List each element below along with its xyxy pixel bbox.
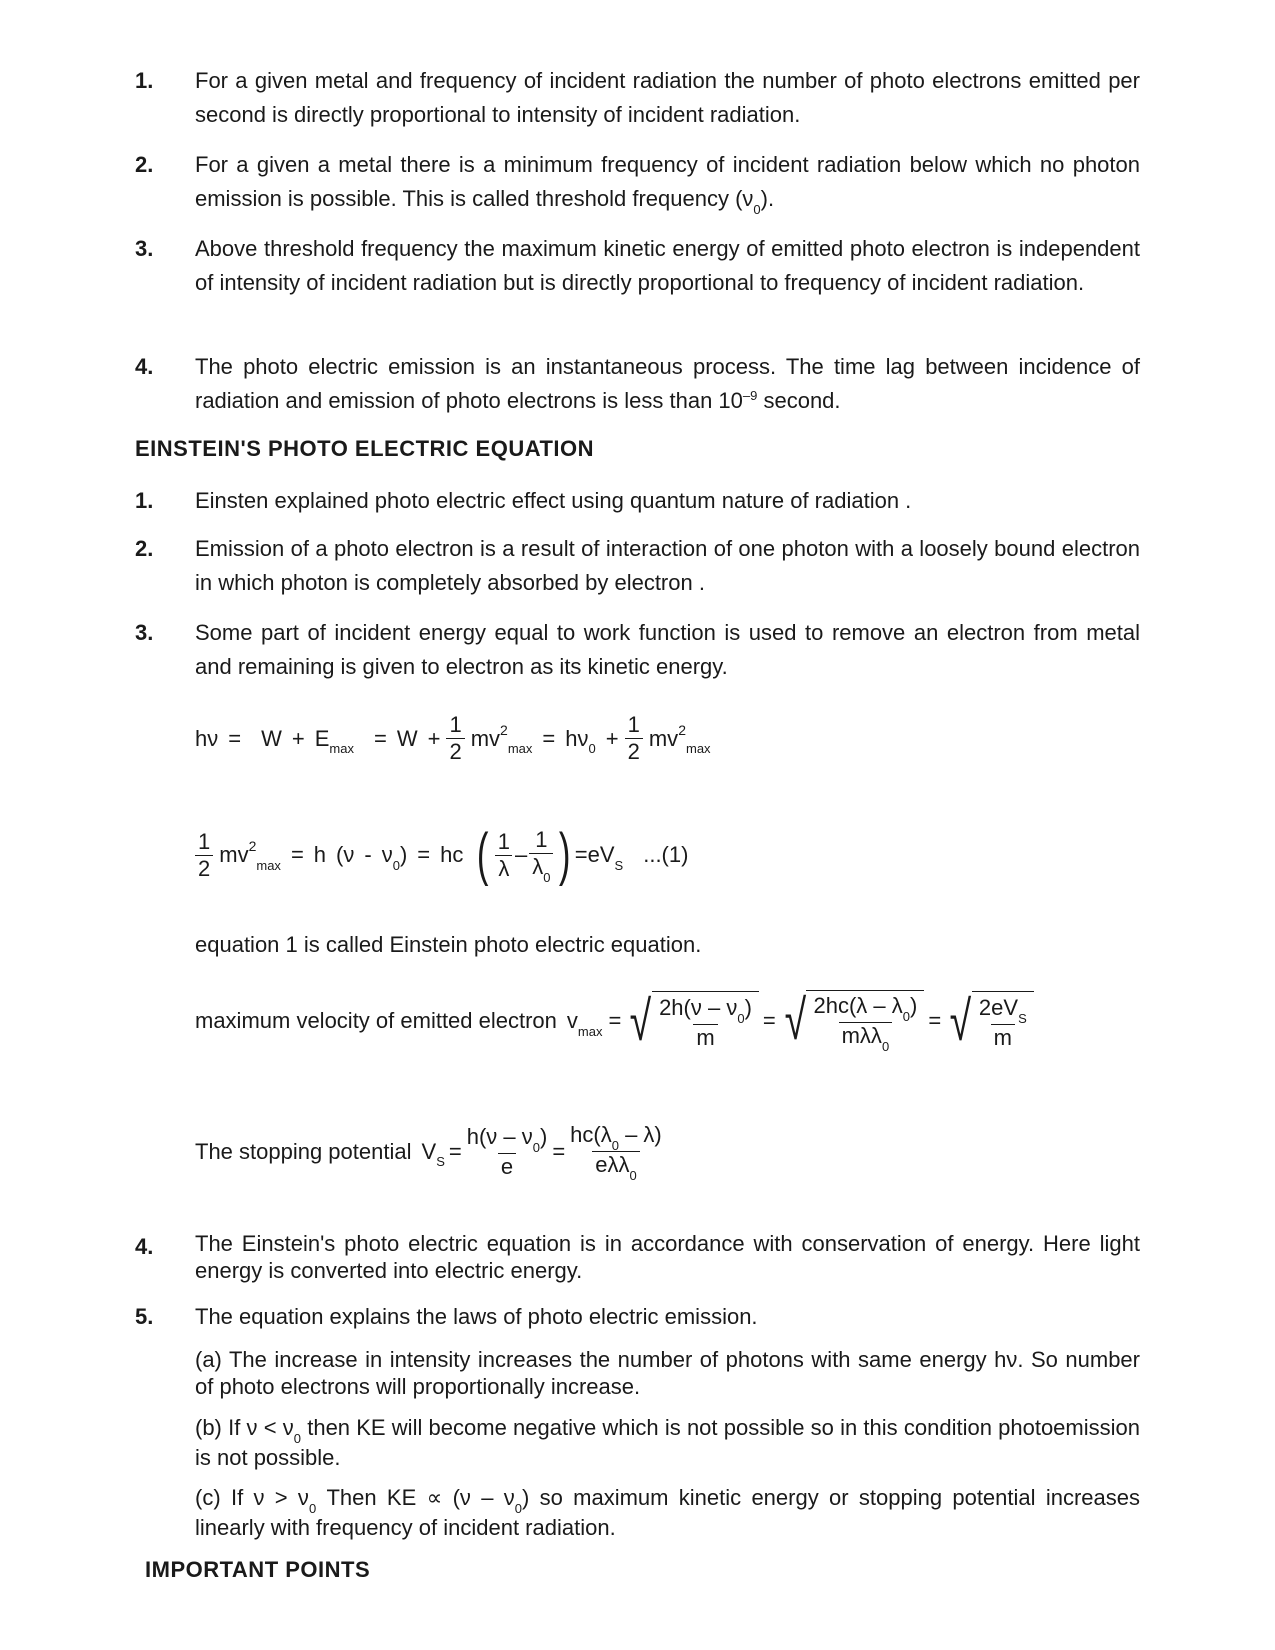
stopping-potential-equation bbox=[195, 1122, 667, 1181]
numerator bbox=[464, 1124, 551, 1153]
item-number: 3. bbox=[135, 620, 154, 645]
caption-text: equation 1 is called Einstein photo electric equation. bbox=[195, 932, 702, 957]
sqrt-term-2 bbox=[780, 990, 925, 1052]
superscript: 2 bbox=[500, 721, 508, 738]
eq-sign: + bbox=[427, 725, 441, 751]
einstein-point-1 bbox=[135, 484, 1140, 518]
sub-point-a: (a) The increase in intensity increases the number of photons with same energy hν. So number of photo electrons will proportionally increase. bbox=[195, 1347, 1140, 1399]
equation-caption bbox=[135, 928, 1140, 962]
fraction-half bbox=[625, 712, 643, 765]
item-number: 2. bbox=[135, 152, 154, 177]
radical-icon: √ bbox=[949, 989, 972, 1052]
eq-term: ν bbox=[381, 842, 393, 867]
denominator: 2 bbox=[449, 739, 462, 764]
numerator: 1 bbox=[625, 712, 643, 739]
eq-term: ) bbox=[399, 842, 408, 867]
item-number: 1. bbox=[135, 68, 154, 93]
numerator-text: 2hc(λ – λ bbox=[813, 993, 903, 1018]
eq-term: mv bbox=[648, 725, 679, 751]
subscript: 0 bbox=[293, 1431, 302, 1446]
section-heading: EINSTEIN'S PHOTO ELECTRIC EQUATION bbox=[135, 436, 595, 461]
law-item-2 bbox=[135, 148, 1140, 219]
radical-icon: √ bbox=[784, 988, 806, 1051]
sub-point-b bbox=[195, 1414, 1140, 1471]
fraction bbox=[656, 995, 755, 1051]
eq-sign: = bbox=[608, 1008, 622, 1033]
denominator: m bbox=[693, 1024, 717, 1051]
subscript: 0 bbox=[611, 1138, 619, 1153]
text-part: ) so maximum kinetic energy or stopping potential increases linearly with frequency of incident radiation. bbox=[195, 1485, 1140, 1540]
denominator bbox=[592, 1151, 639, 1181]
einstein-energy-equation bbox=[195, 712, 711, 765]
subscript: 0 bbox=[753, 202, 761, 217]
left-paren: ( bbox=[477, 822, 489, 887]
eq-sign: = bbox=[228, 725, 242, 751]
text-part: ). bbox=[760, 186, 775, 211]
subscript: S bbox=[614, 857, 624, 873]
subscript: 0 bbox=[532, 1139, 540, 1155]
item-text: Some part of incident energy equal to work function is used to remove an electron from metal and remaining is given to electron as its kinetic energy. bbox=[195, 620, 1140, 679]
text-part: then KE will become negative which is not possible so in this condition photoemission is not possible. bbox=[195, 1415, 1140, 1470]
numerator-text: ) bbox=[539, 1123, 548, 1149]
fraction-one-over-lambda bbox=[495, 829, 513, 882]
superscript: 2 bbox=[248, 838, 257, 854]
numerator: 1 bbox=[446, 712, 464, 739]
denominator: m bbox=[991, 1024, 1015, 1051]
eq-sign: - bbox=[364, 842, 372, 867]
denominator-text: eλλ bbox=[595, 1152, 630, 1177]
item-text: Emission of a photo electron is a result of interaction of one photon with a loosely bound electron in which photon is completely absorbed by electron . bbox=[195, 536, 1140, 595]
item-text bbox=[195, 148, 1140, 219]
equation-label: ...(1) bbox=[643, 842, 689, 867]
numerator bbox=[567, 1122, 665, 1151]
subscript: max bbox=[256, 857, 281, 873]
numerator bbox=[656, 995, 755, 1024]
item-text: The equation explains the laws of photo electric emission. bbox=[195, 1304, 758, 1329]
eq-sign: = bbox=[542, 725, 556, 751]
eq-sign: = bbox=[928, 1008, 942, 1033]
eq-sign: – bbox=[514, 842, 528, 867]
superscript: 2 bbox=[678, 721, 686, 738]
numerator-text: ) bbox=[909, 993, 918, 1018]
right-paren: ) bbox=[559, 822, 571, 887]
fraction-half bbox=[195, 829, 213, 882]
eq-label: The stopping potential bbox=[195, 1138, 412, 1164]
numerator-text: ) bbox=[744, 994, 752, 1020]
subscript: 0 bbox=[629, 1168, 637, 1183]
subscript: 0 bbox=[514, 1501, 522, 1516]
eq-term: hν bbox=[565, 725, 589, 751]
subscript: S bbox=[436, 1154, 445, 1169]
eq-term: v bbox=[566, 1008, 578, 1033]
einstein-point-4 bbox=[135, 1230, 1140, 1284]
eq-sign: = bbox=[552, 1138, 566, 1164]
denominator-text: mλλ bbox=[841, 1023, 882, 1048]
subscript: S bbox=[1018, 1010, 1027, 1026]
numerator: 1 bbox=[535, 827, 548, 852]
eq-term: E bbox=[314, 725, 330, 751]
subscript: 0 bbox=[902, 1009, 910, 1024]
denominator: e bbox=[498, 1153, 516, 1180]
text-part: second. bbox=[757, 388, 841, 413]
eq-term: hc bbox=[440, 842, 464, 867]
item-text: Above threshold frequency the maximum kinetic energy of emitted photo electron is independent of intensity of incident radiation but is directly proportional to frequency of incident radiation. bbox=[195, 236, 1140, 295]
numerator: 1 bbox=[195, 829, 213, 856]
item-number: 2. bbox=[135, 536, 154, 561]
text-part: (c) If ν > ν bbox=[195, 1485, 309, 1510]
einstein-point-5 bbox=[135, 1300, 1140, 1334]
denominator: λ bbox=[495, 855, 512, 882]
eq-term: eV bbox=[587, 842, 615, 867]
subscript: 0 bbox=[543, 870, 551, 885]
item-text: Einsten explained photo electric effect using quantum nature of radiation . bbox=[195, 488, 912, 513]
max-velocity-equation bbox=[195, 990, 1038, 1052]
einstein-point-3 bbox=[135, 616, 1140, 684]
denominator: 2 bbox=[198, 855, 211, 881]
superscript: –9 bbox=[742, 388, 758, 403]
numerator-text: – λ) bbox=[618, 1122, 662, 1147]
item-text: The Einstein's photo electric equation is in accordance with conservation of energy. Here light energy is converted into electric energy. bbox=[195, 1231, 1140, 1283]
numerator-text: h(ν – ν bbox=[466, 1123, 533, 1149]
eq-sign: = bbox=[373, 725, 387, 751]
eq-sign: = bbox=[762, 1008, 776, 1033]
sqrt-term-1 bbox=[625, 991, 759, 1051]
radical-icon: √ bbox=[629, 989, 652, 1052]
law-item-4 bbox=[135, 350, 1140, 421]
fraction bbox=[464, 1124, 551, 1180]
subscript: 0 bbox=[737, 1010, 745, 1026]
fraction bbox=[976, 995, 1030, 1051]
eq-term: V bbox=[421, 1138, 437, 1164]
numerator-text: hc(λ bbox=[570, 1122, 612, 1147]
text-part: For a given a metal there is a minimum frequency of incident radiation below which no photon emission is possible. This is called threshold frequency (ν bbox=[195, 152, 1140, 211]
item-number: 5. bbox=[135, 1304, 154, 1329]
numerator bbox=[976, 995, 1030, 1024]
numerator bbox=[810, 993, 920, 1022]
sub-point-c bbox=[195, 1484, 1140, 1541]
eq-term: h bbox=[313, 842, 327, 867]
eq-sign: = bbox=[574, 842, 588, 867]
text-part: Then KE ∝ (ν – ν bbox=[316, 1485, 515, 1510]
numerator-text: 2eV bbox=[978, 994, 1019, 1020]
eq-term: W bbox=[261, 725, 282, 751]
text-part: (b) If ν < ν bbox=[195, 1415, 294, 1440]
denominator: 2 bbox=[627, 739, 640, 764]
eq-term: hν bbox=[195, 725, 219, 751]
denominator bbox=[529, 853, 553, 883]
einstein-photoelectric-equation-1 bbox=[195, 822, 689, 887]
eq-sign: = bbox=[448, 1138, 462, 1164]
item-number: 4. bbox=[135, 354, 154, 379]
subscript: 0 bbox=[308, 1501, 317, 1516]
subscript: max bbox=[577, 1023, 603, 1039]
eq-term: mv bbox=[470, 725, 501, 751]
item-number: 1. bbox=[135, 488, 154, 513]
important-points-heading: IMPORTANT POINTS bbox=[145, 1557, 371, 1582]
fraction bbox=[810, 993, 920, 1052]
fraction bbox=[567, 1122, 665, 1181]
einstein-point-2 bbox=[135, 532, 1140, 600]
subscript: max bbox=[329, 741, 354, 756]
text-part: The photo electric emission is an instantaneous process. The time lag between incidence of radiation and emission of photo electrons is less than 10 bbox=[195, 354, 1140, 413]
subscript: max bbox=[685, 741, 711, 756]
eq-sign: = bbox=[290, 842, 304, 867]
numerator: 1 bbox=[497, 828, 510, 854]
subscript: 0 bbox=[881, 1039, 890, 1054]
eq-sign: = bbox=[417, 842, 431, 867]
item-text: For a given metal and frequency of incident radiation the number of photo electrons emitted per second is directly proportional to intensity of incident radiation. bbox=[195, 68, 1140, 127]
fraction-one-over-lambda0 bbox=[529, 827, 553, 883]
item-text bbox=[195, 350, 1140, 421]
law-item-3 bbox=[135, 232, 1140, 300]
item-number: 4. bbox=[135, 1234, 154, 1259]
eq-term: mv bbox=[219, 842, 249, 867]
item-number: 3. bbox=[135, 236, 154, 261]
fraction-half bbox=[446, 712, 464, 765]
subscript: 0 bbox=[392, 857, 400, 873]
sqrt-term-3 bbox=[945, 991, 1034, 1051]
law-item-1 bbox=[135, 64, 1140, 132]
eq-sign: + bbox=[291, 725, 305, 751]
subscript: 0 bbox=[588, 741, 596, 756]
denominator-text: λ bbox=[532, 854, 544, 879]
eq-label: maximum velocity of emitted electron bbox=[195, 1008, 557, 1033]
eq-term: W bbox=[396, 725, 418, 751]
denominator bbox=[839, 1022, 893, 1052]
eq-term: (ν bbox=[336, 842, 355, 867]
eq-sign: + bbox=[605, 725, 619, 751]
subscript: max bbox=[507, 741, 533, 756]
numerator-text: 2h(ν – ν bbox=[659, 994, 738, 1020]
